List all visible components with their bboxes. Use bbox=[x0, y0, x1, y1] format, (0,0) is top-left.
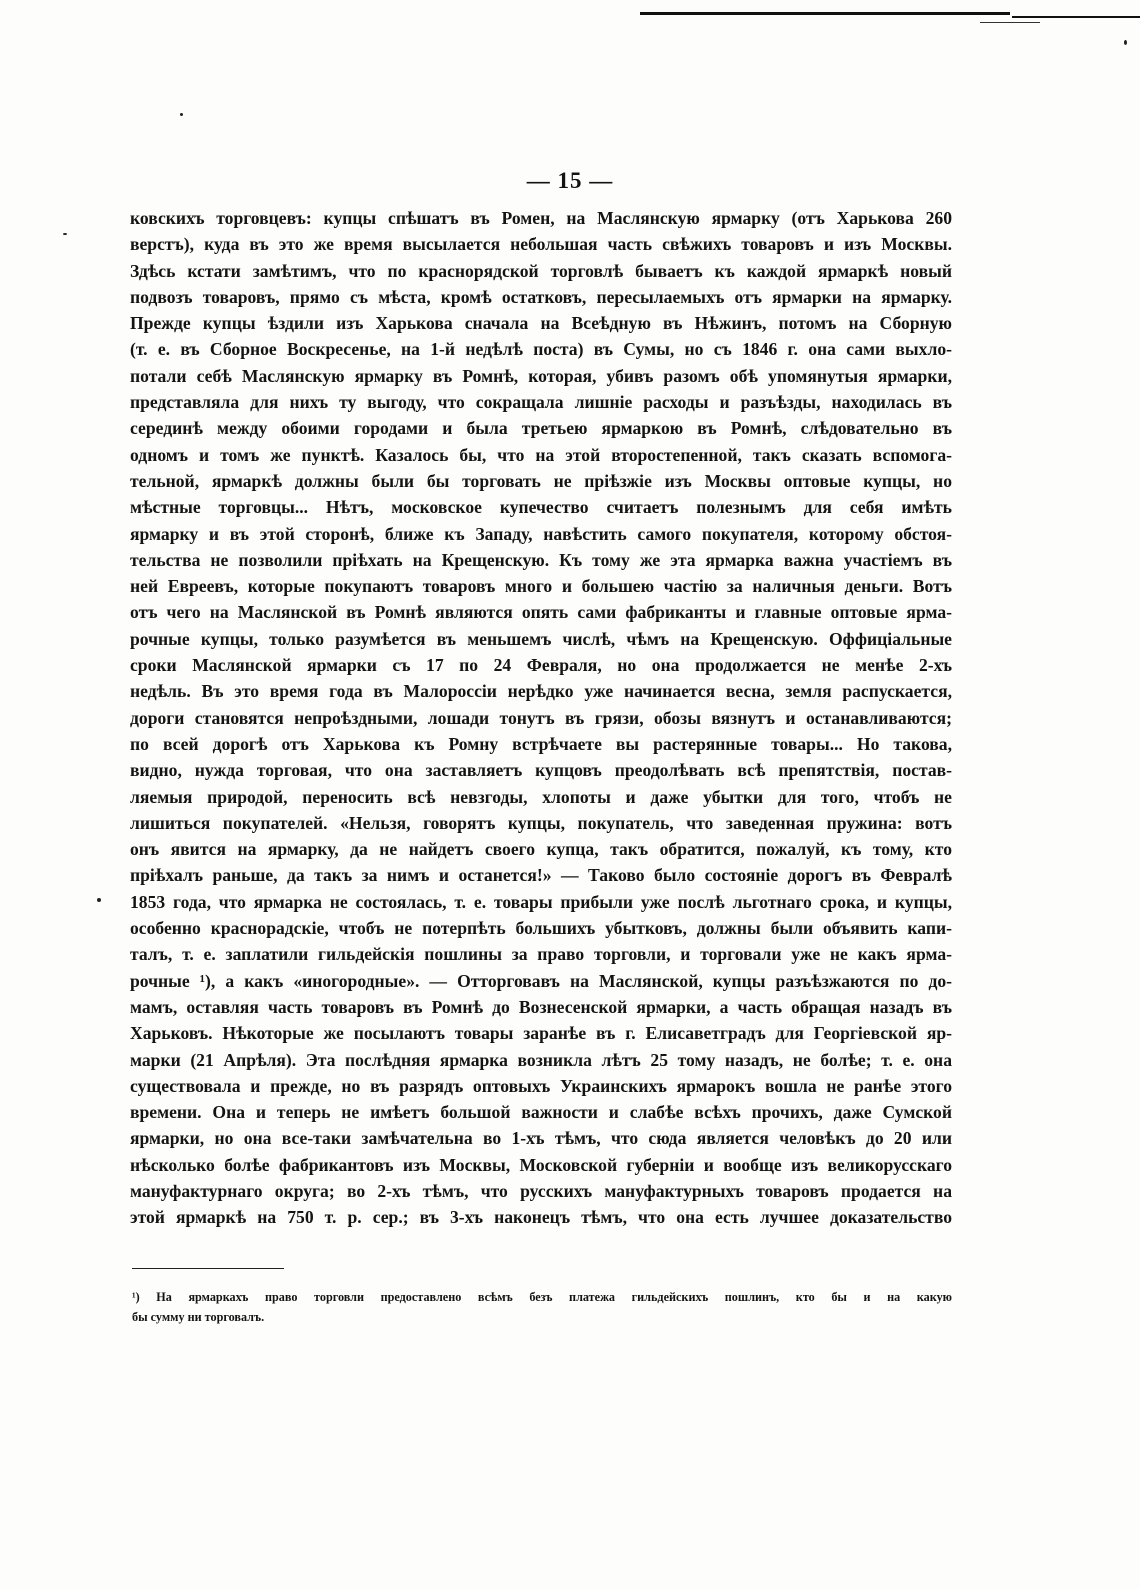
text-line: мануфактурнаго округа; во 2-хъ тѣмъ, что русскихъ мануфактурныхъ товаровъ продается на bbox=[130, 1180, 952, 1201]
text-line: недѣль. Въ это время года въ Малороссіи нерѣдко уже начинается весна, земля распускается, bbox=[130, 681, 952, 702]
text-line: марки (21 Апрѣля). Эта послѣдняя ярмарка возникла лѣтъ 25 тому назадъ, не болѣе; т. е. она bbox=[130, 1049, 952, 1070]
text-line: ярмарки, но она все-таки замѣчательна во 1-хъ тѣмъ, что сюда является человѣкъ до 20 или bbox=[130, 1128, 952, 1149]
footnote-line: бы сумму ни торговалъ. bbox=[132, 1310, 265, 1324]
text-line: этой ярмаркѣ на 750 т. р. сер.; въ 3-хъ наконецъ тѣмъ, что она есть лучшее доказательство bbox=[130, 1207, 952, 1228]
text-line: пріѣхалъ раньше, да такъ за нимъ и останется!» — Таково было состояніе дорогъ въ Февралѣ bbox=[130, 865, 952, 886]
text-line: лишиться покупателей. «Нельзя, говорятъ купцы, покупатель, что заведенная пружина: вотъ bbox=[130, 812, 952, 833]
text-line: времени. Она и теперь не имѣетъ большой важности и слабѣе всѣхъ прочихъ, даже Сумской bbox=[130, 1102, 952, 1123]
text-line: верстъ), куда въ это же время высылается небольшая часть свѣжихъ товаровъ и изъ Москвы. bbox=[130, 234, 952, 255]
text-line: по всей дорогѣ отъ Харькова къ Ромну встрѣчаете вы растерянные товары... Но такова, bbox=[130, 733, 952, 754]
text-line: 1853 года, что ярмарка не состоялась, т. е. товары прибыли уже послѣ льготнаго срока, и купцы, bbox=[130, 891, 952, 912]
text-line: мамъ, оставляя часть товаровъ въ Ромнѣ до Вознесенской ярмарки, а часть обращая назадъ въ bbox=[130, 996, 952, 1017]
text-line: (т. е. въ Сборное Воскресенье, на 1-й недѣлѣ поста) въ Сумы, но съ 1846 г. она сами выхло- bbox=[130, 339, 952, 360]
text-line: существовала и прежде, но въ разрядъ оптовыхъ Украинскихъ ярмарокъ вошла не ранѣе этого bbox=[130, 1075, 952, 1096]
text-line: одномъ и томъ же пунктѣ. Казалось бы, что на этой второстепенной, такъ сказать вспомога- bbox=[130, 444, 952, 465]
text-line: особенно краснорадскіе, чтобъ не потерпѣть большихъ убытковъ, должны были объявить капи- bbox=[130, 918, 952, 939]
text-line: рочные ¹), а какъ «иногородные». — Отторговавъ на Маслянской, купцы разъѣзжаются по до- bbox=[130, 970, 952, 991]
text-line: нѣсколько болѣе фабрикантовъ изъ Москвы, Московской губерніи и вообще изъ великорусскаго bbox=[130, 1154, 952, 1175]
text-line: рочные купцы, только разумѣется въ меньшемъ числѣ, чѣмъ на Крещенскую. Оффиціальные bbox=[130, 628, 952, 649]
text-line: мѣстные торговцы... Нѣтъ, московское купечество считаетъ полезнымъ для себя имѣть bbox=[130, 497, 952, 518]
text-line: ярмарку и въ этой сторонѣ, ближе къ Западу, навѣстить самого покупателя, которому обстоя- bbox=[130, 523, 952, 544]
text-line: Прежде купцы ѣздили изъ Харькова сначала на Всеѣдную въ Нѣжинъ, потомъ на Сборную bbox=[130, 313, 952, 334]
text-line: тельной, ярмаркѣ должны были бы торговать не пріѣзжіе изъ Москвы оптовые купцы, но bbox=[130, 470, 952, 491]
text-line: ковскихъ торговцевъ: купцы спѣшатъ въ Ромен, на Маслянскую ярмарку (отъ Харькова 260 bbox=[130, 208, 952, 228]
footnote-separator bbox=[132, 1268, 284, 1269]
text-line: потали себѣ Маслянскую ярмарку въ Ромнѣ, которая, убивъ разомъ обѣ упомянутыя ярмарки, bbox=[130, 365, 952, 386]
text-line: Здѣсь кстати замѣтимъ, что по краснорядской торговлѣ бываетъ къ каждой ярмаркѣ новый bbox=[130, 260, 952, 281]
print-speck bbox=[180, 113, 183, 116]
text-line: ней Евреевъ, которые покупаютъ товаровъ много и большею частію за наличныя деньги. Вотъ bbox=[130, 576, 952, 597]
print-speck bbox=[1124, 40, 1127, 45]
body-text bbox=[130, 205, 952, 1231]
text-line: серединѣ между обоими городами и была третьею ярмаркою въ Ромнѣ, слѣдовательно въ bbox=[130, 418, 952, 439]
text-line: сроки Маслянской ярмарки съ 17 по 24 Февраля, но она продолжается не менѣе 2-хъ bbox=[130, 655, 952, 676]
page-number: — 15 — bbox=[526, 168, 614, 193]
print-speck bbox=[97, 898, 101, 902]
text-line: подвозъ товаровъ, прямо съ мѣста, кромѣ остатковъ, пересылаемыхъ отъ ярмарки на ярмарку. bbox=[130, 286, 952, 307]
text-line: отъ чего на Маслянской въ Ромнѣ являются опять сами фабриканты и главные оптовые ярма- bbox=[130, 602, 952, 623]
footnote bbox=[132, 1287, 952, 1327]
text-line: онъ явится на ярмарку, да не найдетъ своего купца, такъ обратится, пожалуй, къ тому, кто bbox=[130, 839, 952, 860]
text-line: дороги становятся непроѣздными, лошади тонутъ въ грязи, обозы вязнутъ и останавливаются; bbox=[130, 707, 952, 728]
text-line: талъ, т. е. заплатили гильдейскія пошлины за право торговли, и торговали уже не какъ ярма- bbox=[130, 944, 952, 965]
footnote-line: ¹) На ярмаркахъ право торговли предоставлено всѣмъ безъ платежа гильдейскихъ пошлинъ, кто бы и на какую bbox=[132, 1290, 952, 1304]
text-line: тельства не позволили пріѣхать на Крещенскую. Къ тому же эта ярмарка важна участіемъ въ bbox=[130, 549, 952, 570]
top-edge-rule bbox=[1012, 16, 1140, 18]
text-line: Харьковъ. Нѣкоторые же посылаютъ товары заранѣе въ г. Елисаветградъ для Георгіевской яр- bbox=[130, 1023, 952, 1044]
text-line: видно, нужда торговая, что она заставляетъ купцовъ преодолѣвать всѣ препятствія, постав- bbox=[130, 760, 952, 781]
text-line: представляла для нихъ ту выгоду, что сокращала лишніе расходы и разъѣзды, находилась въ bbox=[130, 392, 952, 413]
top-edge-rule bbox=[980, 22, 1040, 23]
text-line: ляемыя природой, переносить всѣ невзгоды, хлопоты и даже убытки для того, чтобъ не bbox=[130, 786, 952, 807]
top-edge-rule bbox=[640, 12, 1010, 15]
print-speck bbox=[63, 233, 67, 235]
